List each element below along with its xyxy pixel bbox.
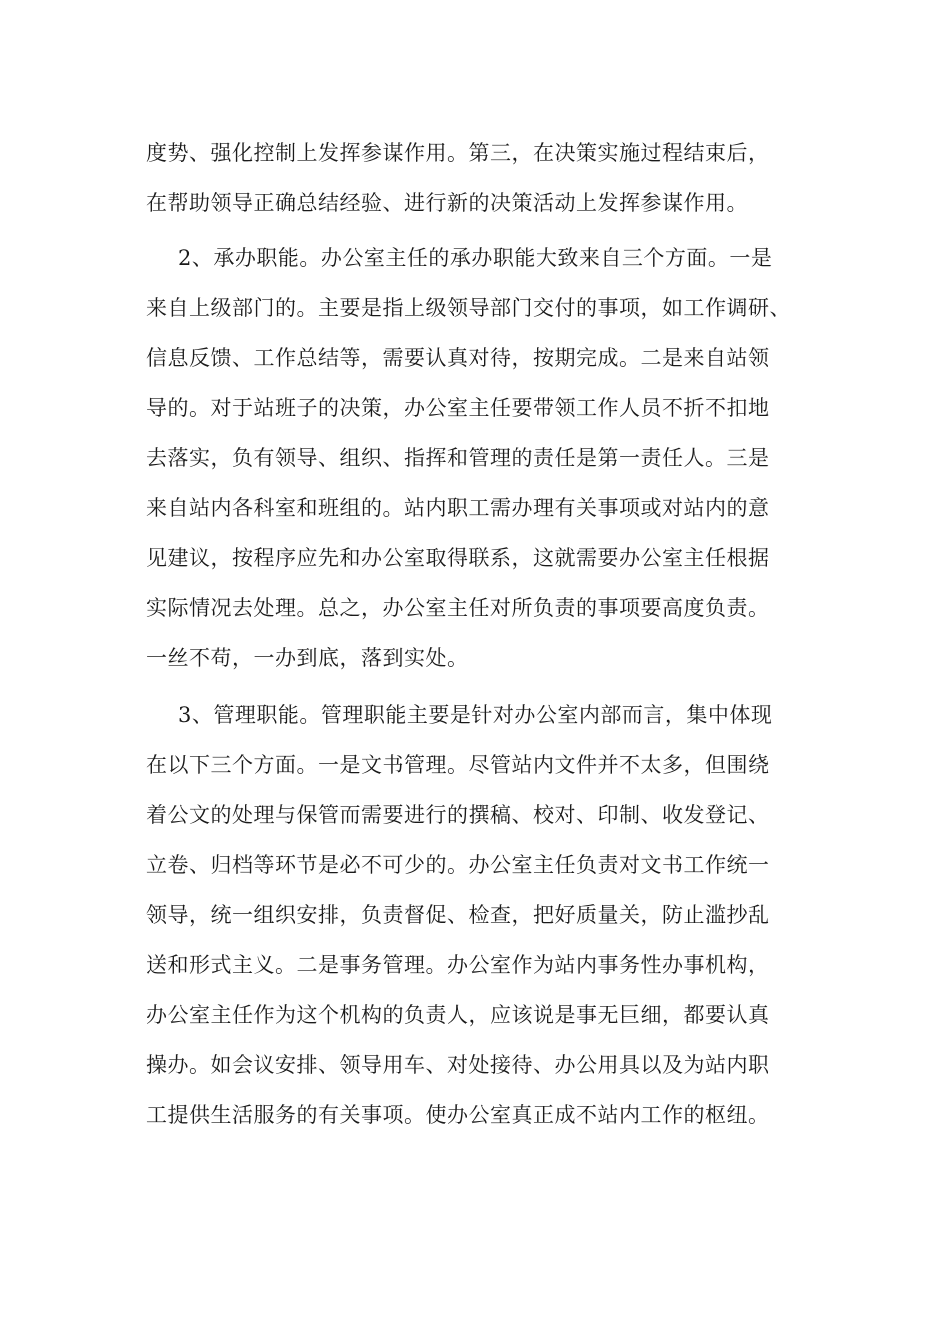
paragraph-management-function	[146, 690, 806, 1140]
text-line: 一丝不苟，一办到底，落到实处。	[146, 646, 469, 670]
text-line: 3、管理职能。管理职能主要是针对办公室内部而言，集中体现	[178, 703, 773, 727]
text-line: 来自上级部门的。主要是指上级领导部门交付的事项，如工作调研、	[146, 296, 791, 320]
text-line: 见建议，按程序应先和办公室取得联系，这就需要办公室主任根据	[146, 546, 770, 570]
paragraph-undertaking-function	[146, 233, 806, 683]
text-line: 领导，统一组织安排，负责督促、检查，把好质量关，防止滥抄乱	[146, 903, 770, 927]
text-line: 办公室主任作为这个机构的负责人，应该说是事无巨细，都要认真	[146, 1003, 770, 1027]
text-line: 着公文的处理与保管而需要进行的撰稿、校对、印制、收发登记、	[146, 803, 770, 827]
text-line: 操办。如会议安排、领导用车、对处接待、办公用具以及为站内职	[146, 1053, 770, 1077]
text-line: 度势、强化控制上发挥参谋作用。第三，在决策实施过程结束后，	[146, 141, 770, 165]
text-line: 来自站内各科室和班组的。站内职工需办理有关事项或对站内的意	[146, 496, 770, 520]
text-line: 送和形式主义。二是事务管理。办公室作为站内事务性办事机构，	[146, 953, 770, 977]
text-line: 信息反馈、工作总结等，需要认真对待，按期完成。二是来自站领	[146, 346, 770, 370]
text-line: 去落实，负有领导、组织、指挥和管理的责任是第一责任人。三是	[146, 446, 770, 470]
text-line: 在帮助领导正确总结经验、进行新的决策活动上发挥参谋作用。	[146, 191, 748, 215]
text-line: 在以下三个方面。一是文书管理。尽管站内文件并不太多，但围绕	[146, 753, 770, 777]
paragraph-1-continuation	[146, 128, 806, 228]
text-line: 立卷、归档等环节是必不可少的。办公室主任负责对文书工作统一	[146, 853, 770, 877]
text-line: 2、承办职能。办公室主任的承办职能大致来自三个方面。一是	[178, 246, 773, 270]
text-line: 导的。对于站班子的决策，办公室主任要带领工作人员不折不扣地	[146, 396, 770, 420]
text-line: 工提供生活服务的有关事项。使办公室真正成不站内工作的枢纽。	[146, 1103, 770, 1127]
text-line: 实际情况去处理。总之，办公室主任对所负责的事项要高度负责。	[146, 596, 770, 620]
